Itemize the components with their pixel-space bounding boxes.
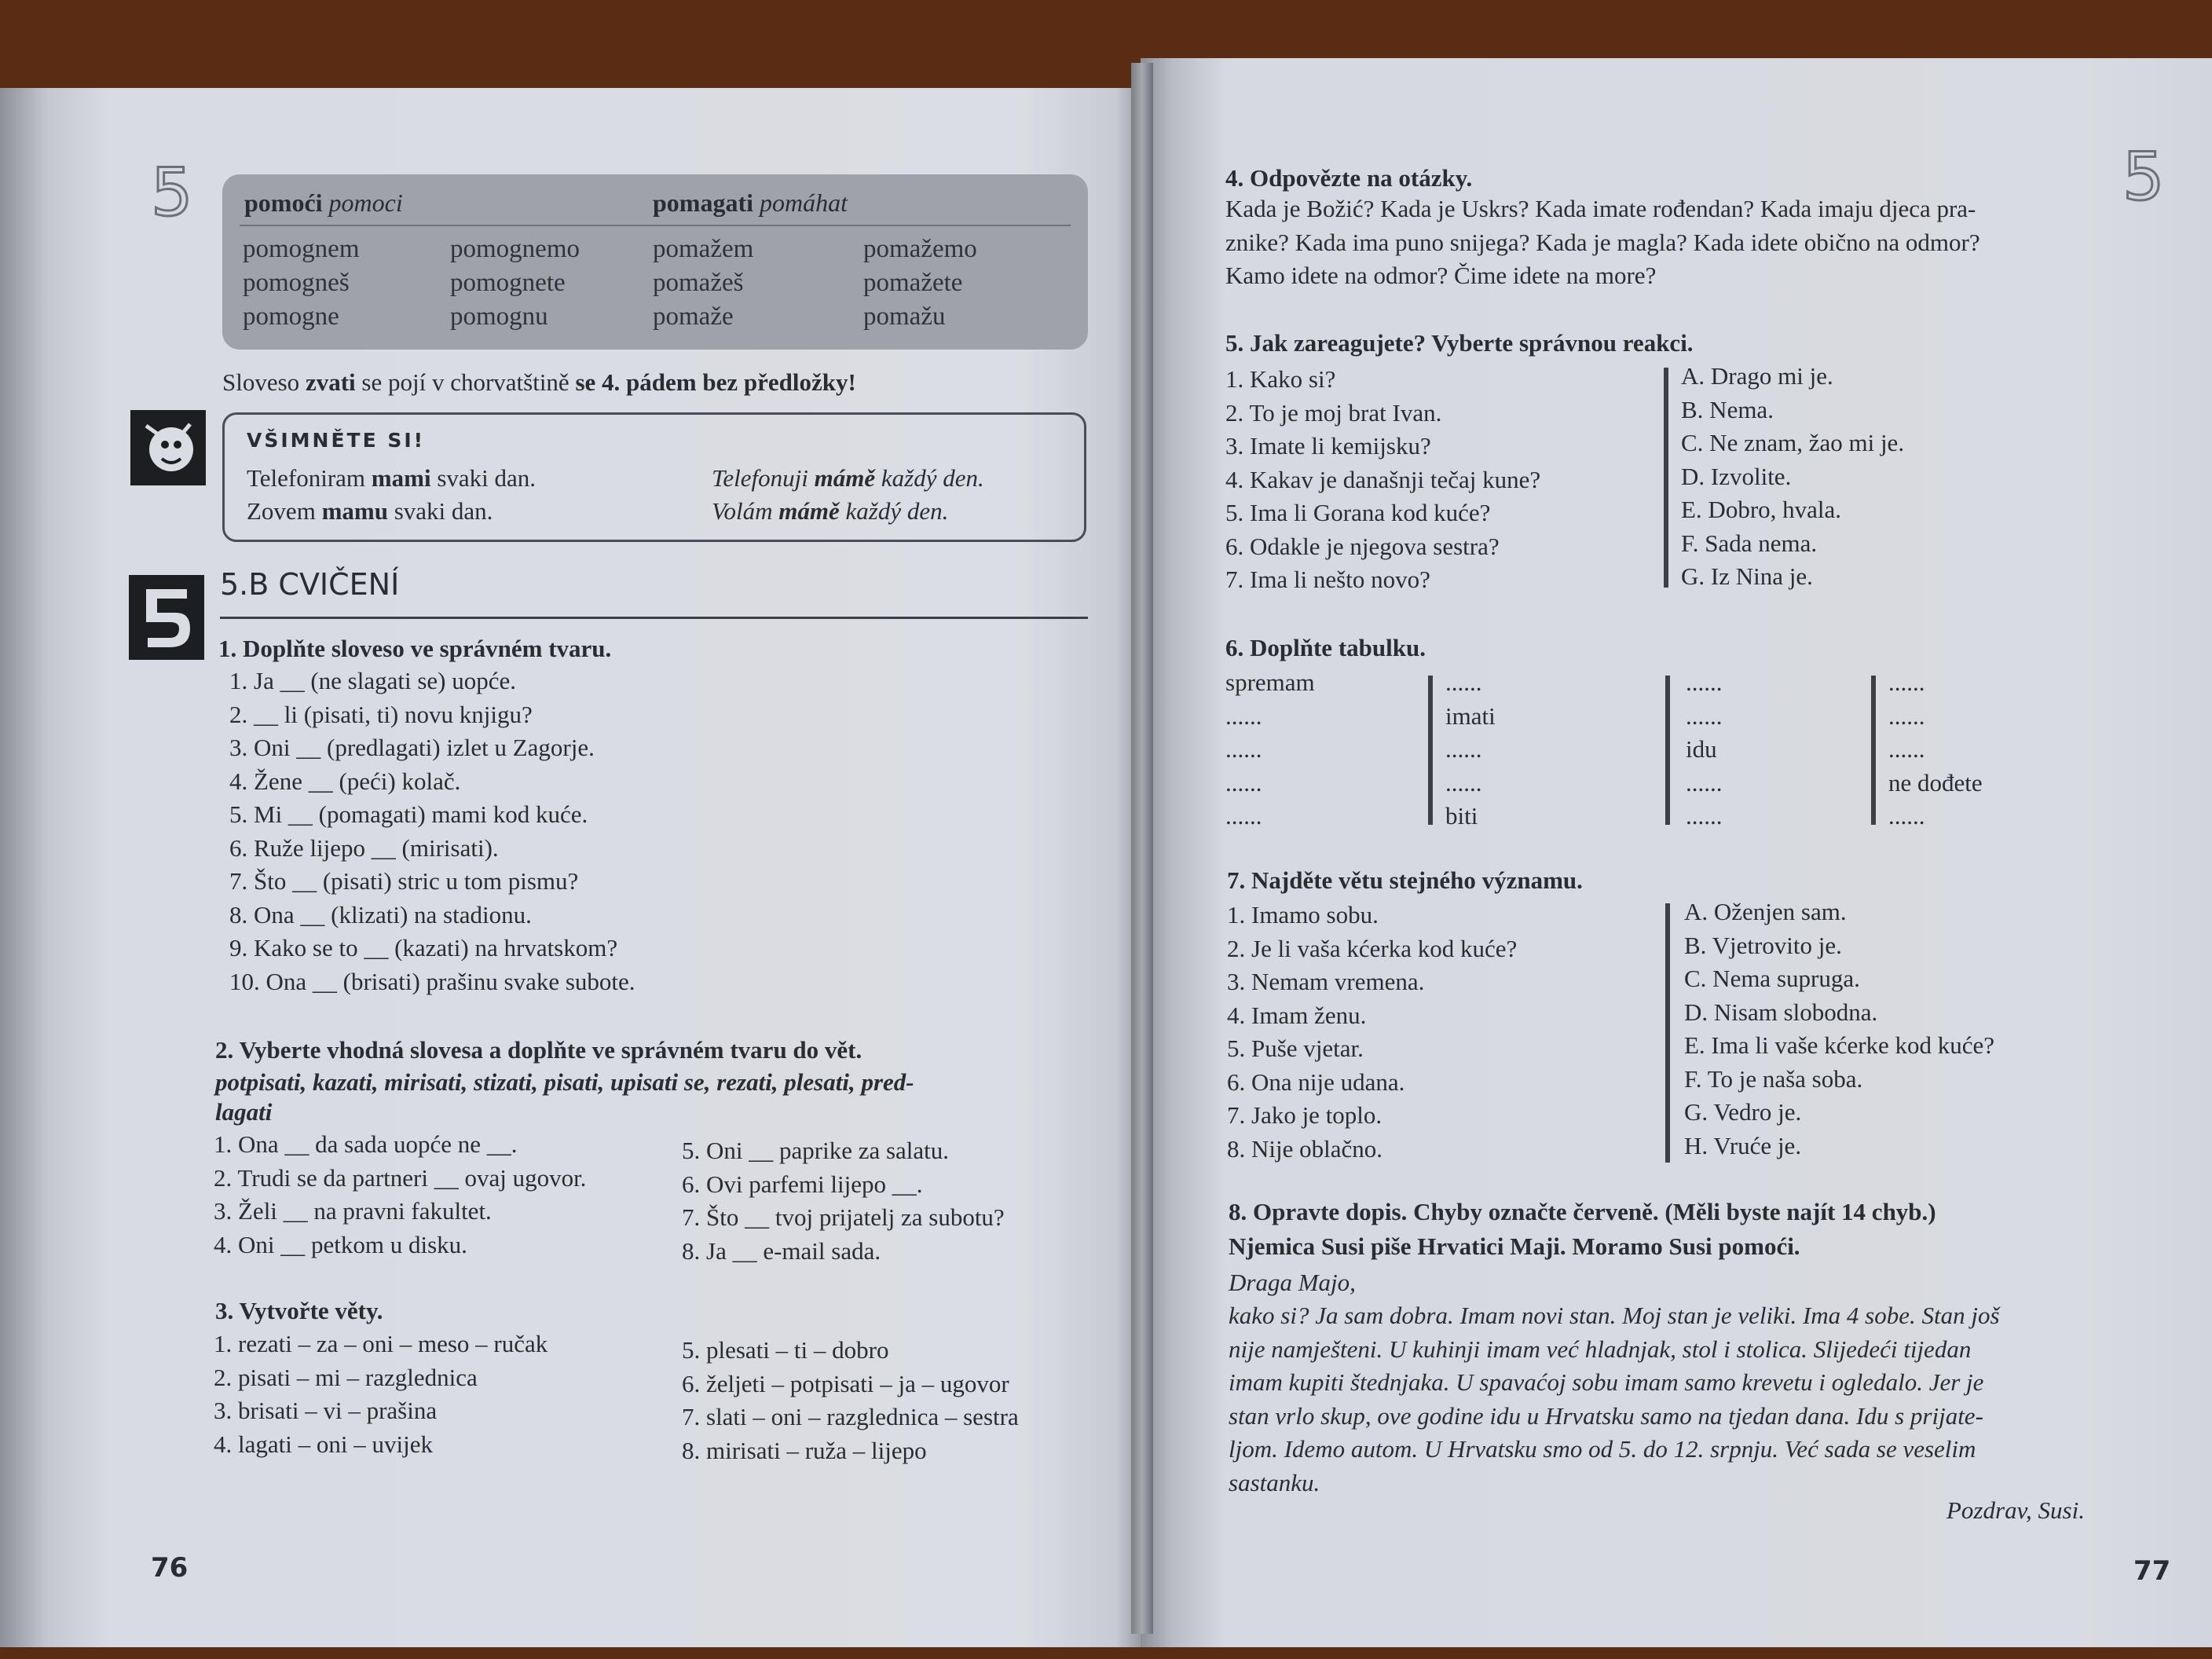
ex7-title: 7. Najděte větu stejného významu. xyxy=(1227,866,1583,894)
table-cell: ...... xyxy=(1686,802,1723,830)
list-item: 7. slati – oni – razglednica – sestra xyxy=(682,1403,1019,1430)
ex2-words-1: potpisati, kazati, mirisati, stizati, pisati, upisati se, rezati, plesati, pred- xyxy=(215,1068,914,1096)
text-line: stan vrlo skup, ove godine idu u Hrvatsku samo na tjedan dana. Idu s prijate- xyxy=(1229,1401,1983,1430)
list-item: 8. Ona __ (klizati) na stadionu. xyxy=(229,900,532,928)
list-item: G. Vedro je. xyxy=(1684,1098,1802,1126)
conjugation-table xyxy=(222,174,1088,350)
list-item: 6. Ovi parfemi lijepo __. xyxy=(682,1170,923,1198)
chapter-number-right: 5 xyxy=(2122,138,2165,215)
text-line: nije namješteni. U kuhinji imam već hladnjak, stol i stolica. Slijedeći tijedan xyxy=(1229,1335,1972,1363)
page-number-left: 76 xyxy=(151,1552,189,1584)
list-item: 6. Ruže lijepo __ (mirisati). xyxy=(229,833,499,862)
ex6-title: 6. Doplňte tabulku. xyxy=(1225,634,1426,661)
list-item: 4. Imam ženu. xyxy=(1227,1001,1367,1029)
ex6-divider-1 xyxy=(1428,676,1433,825)
table-cell: ...... xyxy=(1888,701,1925,730)
table-cell: ...... xyxy=(1686,668,1723,696)
ex6-col-2 xyxy=(1445,666,1496,833)
list-item: E. Ima li vaše kćerke kod kuće? xyxy=(1684,1031,1995,1059)
list-item: 7. Što __ tvoj prijatelj za subotu? xyxy=(682,1203,1005,1231)
list-item: 2. To je moj brat Ivan. xyxy=(1225,398,1442,427)
list-item: 1. Kako si? xyxy=(1225,365,1336,393)
text-line: imam kupiti štednjaka. U spavaćoj sobu imam samo krevetu i ogledalo. Jer je xyxy=(1229,1368,1984,1396)
list-item: 5. Puše vjetar. xyxy=(1227,1035,1364,1062)
table-cell: ...... xyxy=(1445,768,1482,797)
list-item: 3. brisati – vi – prašina xyxy=(214,1397,438,1424)
list-item: 4. Kakav je današnji tečaj kune? xyxy=(1225,465,1541,493)
list-item: 4. Oni __ petkom u disku. xyxy=(214,1230,467,1258)
ex7-divider xyxy=(1665,903,1670,1163)
section-title: 5.B CVIČENÍ xyxy=(220,567,400,602)
list-item: 1. Ja __ (ne slagati se) uopće. xyxy=(229,667,516,694)
list-item: 1. Ona __ da sada uopće ne __. xyxy=(214,1130,518,1158)
list-item: C. Nema supruga. xyxy=(1684,965,1860,992)
ex6-col-3 xyxy=(1686,666,1723,833)
list-item: 2. Trudi se da partneri __ ovaj ugovor. xyxy=(214,1163,587,1192)
conj-col-4: pomažemo pomažete pomažu xyxy=(863,235,977,331)
exercise-section-icon xyxy=(129,575,204,660)
table-cell: ...... xyxy=(1445,735,1482,763)
text-line: ljom. Idemo autom. U Hrvatsku smo od 5. do 12. srpnju. Već sada se veselim xyxy=(1229,1435,1976,1463)
list-item: E. Dobro, hvala. xyxy=(1681,496,1842,523)
ex5-divider xyxy=(1664,368,1668,588)
list-item: 5. plesati – ti – dobro xyxy=(682,1336,889,1364)
table-cell: ...... xyxy=(1888,668,1925,696)
conj-col-3: pomažem pomažeš pomaže xyxy=(653,235,754,331)
list-item: 4. Žene __ (peći) kolač. xyxy=(229,767,461,795)
letter-greeting: Draga Majo, xyxy=(1229,1269,1356,1296)
list-item: 9. Kako se to __ (kazati) na hrvatskom? xyxy=(229,934,618,961)
grammar-rule: Sloveso zvati se pojí v chorvatštině se 4. pádem bez předložky! xyxy=(222,368,856,396)
list-item: 3. Imate li kemijsku? xyxy=(1225,432,1431,460)
list-item: 5. Mi __ (pomagati) mami kod kuće. xyxy=(229,800,588,828)
list-item: 2. __ li (pisati, ti) novu knjigu? xyxy=(229,700,533,728)
list-item: 8. mirisati – ruža – lijepo xyxy=(682,1436,927,1464)
list-item: 7. Jako je toplo. xyxy=(1227,1101,1382,1129)
list-item: F. To je naša soba. xyxy=(1684,1064,1863,1093)
table-cell: ...... xyxy=(1225,802,1262,830)
ex2-col-1 xyxy=(214,1128,586,1262)
list-item: B. Vjetrovito je. xyxy=(1684,931,1842,959)
ex1-list xyxy=(229,665,635,998)
list-item: 7. Što __ (pisati) stric u tom pismu? xyxy=(229,867,579,895)
ex6-col-4 xyxy=(1888,666,1983,833)
ex7-matches xyxy=(1684,895,1994,1163)
list-item: 7. Ima li nešto novo? xyxy=(1225,566,1430,593)
page-number-right: 77 xyxy=(2133,1555,2171,1587)
list-item: 8. Nije oblačno. xyxy=(1227,1134,1383,1163)
table-cell: spremam xyxy=(1225,668,1315,696)
ex2-col-2 xyxy=(682,1134,1005,1268)
notice-translation-2: Volám mámě každý den. xyxy=(712,497,949,525)
list-item: 2. Je li vaša kćerka kod kuće? xyxy=(1227,934,1518,962)
book-spine xyxy=(1131,63,1153,1634)
conj-divider xyxy=(240,225,1071,226)
text-line: kako si? Ja sam dobra. Imam novi stan. Moj stan je veliki. Ima 4 sobe. Stan još xyxy=(1229,1302,2000,1329)
letter-signoff: Pozdrav, Susi. xyxy=(1946,1496,2085,1524)
ex1-title: 1. Doplňte sloveso ve správném tvaru. xyxy=(218,635,612,662)
list-item: 4. lagati – oni – uvijek xyxy=(214,1430,433,1458)
text-line: sastanku. xyxy=(1229,1468,1320,1496)
chapter-number-left: 5 xyxy=(151,154,193,231)
table-cell: ...... xyxy=(1225,701,1262,730)
table-cell: ...... xyxy=(1225,735,1262,763)
list-item: D. Izvolite. xyxy=(1681,462,1792,490)
ex2-title: 2. Vyberte vhodná slovesa a doplňte ve správném tvaru do vět. xyxy=(215,1036,862,1064)
list-item: B. Nema. xyxy=(1681,395,1774,423)
conj-col-1: pomognem pomogneš pomogne xyxy=(243,235,360,331)
list-item: A. Drago mi je. xyxy=(1681,362,1833,390)
section-rule xyxy=(220,617,1088,619)
list-item: 5. Ima li Gorana kod kuće? xyxy=(1225,499,1491,526)
table-cell: ...... xyxy=(1686,701,1723,730)
table-cell: biti xyxy=(1445,802,1478,830)
list-item: 6. Odakle je njegova sestra? xyxy=(1225,532,1500,560)
ex4-title: 4. Odpovězte na otázky. xyxy=(1225,164,1473,192)
text-line: znike? Kada ima puno snijega? Kada je magla? Kada idete obično na odmor? xyxy=(1225,228,1980,256)
list-item: 3. Oni __ (predlagati) izlet u Zagorje. xyxy=(229,734,595,761)
list-item: A. Oženjen sam. xyxy=(1684,898,1847,925)
ex2-words-2: lagati xyxy=(215,1098,273,1126)
ex5-questions xyxy=(1225,363,1540,597)
text-line: Kamo idete na odmor? Čime idete na more? xyxy=(1225,262,1657,289)
notice-line-1: Telefoniram mami svaki dan. xyxy=(247,464,537,492)
list-item: 10. Ona __ (brisati) prašinu svake subote. xyxy=(229,967,635,995)
notice-label: VŠIMNĚTE SI! xyxy=(247,429,426,452)
ex5-title: 5. Jak zareagujete? Vyberte správnou reakci. xyxy=(1225,329,1694,357)
text-line: Kada je Božić? Kada je Uskrs? Kada imate rođendan? Kada imaju djeca pra- xyxy=(1225,195,1976,222)
letter-body xyxy=(1229,1299,2000,1500)
table-cell: ...... xyxy=(1686,768,1723,797)
list-item: D. Nisam slobodna. xyxy=(1684,998,1878,1026)
table-cell: idu xyxy=(1686,735,1717,763)
ex3-col-1 xyxy=(214,1328,548,1461)
table-cell: ...... xyxy=(1888,735,1925,763)
table-cell: ...... xyxy=(1445,668,1482,696)
ex6-divider-3 xyxy=(1871,676,1876,825)
notice-line-2: Zovem mamu svaki dan. xyxy=(247,497,493,525)
list-item: 8. Ja __ e-mail sada. xyxy=(682,1236,881,1265)
cartoon-face-icon xyxy=(130,410,206,485)
ex4-text xyxy=(1225,192,1980,293)
ex8-subtitle: Njemica Susi piše Hrvatici Maji. Moramo Susi pomoći. xyxy=(1229,1232,1800,1260)
ex5-answers xyxy=(1681,360,1904,594)
conj-header-1: pomoći pomoci xyxy=(244,189,403,217)
ex3-col-2 xyxy=(682,1334,1019,1467)
ex3-title: 3. Vytvořte věty. xyxy=(215,1297,383,1324)
list-item: 3. Želi __ na pravni fakultet. xyxy=(214,1197,492,1225)
ex6-col-1 xyxy=(1225,666,1315,833)
notice-translation-1: Telefonuji mámě každý den. xyxy=(712,464,984,492)
ex8-title: 8. Opravte dopis. Chyby označte červeně. (Měli byste najít 14 chyb.) xyxy=(1229,1198,1936,1225)
list-item: 6. Ona nije udana. xyxy=(1227,1068,1405,1096)
table-cell: ...... xyxy=(1225,768,1262,797)
ex7-sentences xyxy=(1227,899,1517,1166)
ex6-divider-2 xyxy=(1665,676,1670,825)
list-item: C. Ne znam, žao mi je. xyxy=(1681,429,1905,456)
list-item: H. Vruće je. xyxy=(1684,1131,1802,1159)
conj-header-2: pomagati pomáhat xyxy=(653,189,848,217)
list-item: 5. Oni __ paprike za salatu. xyxy=(682,1137,950,1164)
list-item: 2. pisati – mi – razglednica xyxy=(214,1363,478,1391)
conj-col-2: pomognemo pomognete pomognu xyxy=(450,235,580,331)
list-item: G. Iz Nina je. xyxy=(1681,562,1813,590)
list-item: 6. željeti – potpisati – ja – ugovor xyxy=(682,1369,1009,1397)
list-item: 1. rezati – za – oni – meso – ručak xyxy=(214,1330,548,1357)
table-cell: ne dođete xyxy=(1888,768,1983,797)
list-item: F. Sada nema. xyxy=(1681,529,1818,557)
notice-box xyxy=(222,412,1086,542)
list-item: 3. Nemam vremena. xyxy=(1227,968,1425,995)
table-cell: ...... xyxy=(1888,802,1925,830)
list-item: 1. Imamo sobu. xyxy=(1227,901,1379,928)
table-cell: imati xyxy=(1445,701,1496,730)
